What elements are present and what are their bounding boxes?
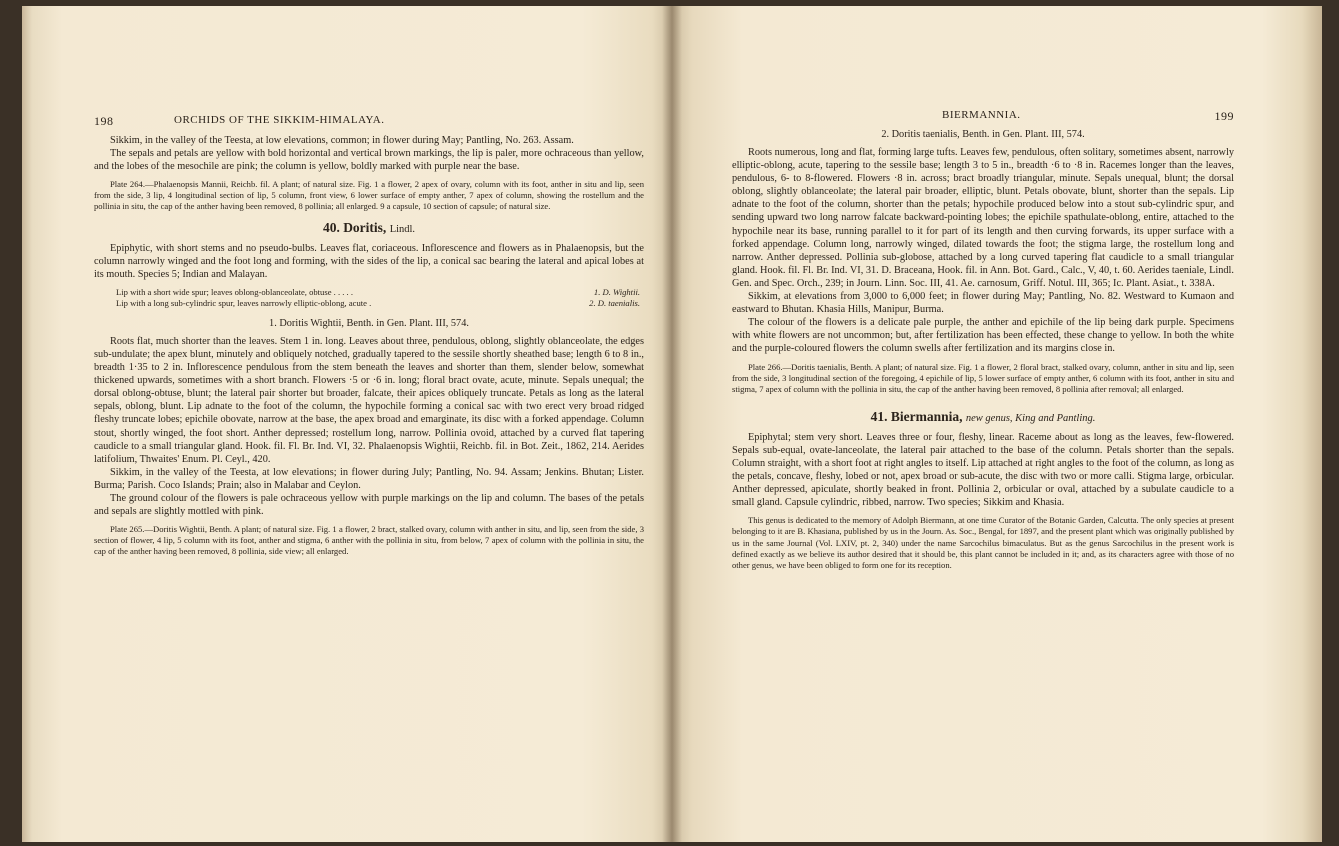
plate-265-caption: Plate 265.—Doritis Wightii, Benth. A plant; of natural size. Fig. 1 a flower, 2 bract, stalked ovary, column with anther in situ, and lip, seen from the side, 3 section of flower, 4 lip, 5 column with its foot, anther and stigma, 6 anther with the pollinia in situ, from below, 7 apex of column with the pollinia in situ, the cap of the anther having been removed, 8 pollinia, side view; all enlarged. <box>94 524 644 557</box>
page-number-right: 199 <box>1214 109 1234 123</box>
genus-author: new genus, King and Pantling. <box>965 412 1096 424</box>
genus-title: 40. Doritis, <box>322 219 387 235</box>
key-text: Lip with a long sub-cylindric spur, leaves narrowly elliptic-oblong, acute . <box>116 298 372 309</box>
species-description-2: Roots numerous, long and flat, forming large tufts. Leaves few, pendulous, often solitary, sometimes absent, narrowly elliptic-oblong, acute, tapering to the sessile base; length 3 to 5 in., breadth ·6 to ·8 in. Racemes longer than the leaves, pendulous, 6- to 8-flowered. Flowers ·8 in. across; bract broadly triangular, minute. Sepals unequal, blunt; the dorsal oblong, slightly oblanceolate; the lateral pair broader, elliptic, blunt. Petals obovate, blunt, shorter than the sepals. Lip adnate to the foot of the column, shorter than the petals; hypochile produced below into a stout sub-cylindric spur, and sending upward two long narrow falcate backward-pointing lobes; the epichile spathulate-oblong, entire, attached to the hypochile near its base, running parallel to it for part of its length and then curving forwards, its upper surface with a forked appendage. Column long, narrowly winged, dilated towards the foot; the stigma large, the rostellum long and narrow. Anther depressed. Pollinia sub-globose, attached by a long curved tapering flat caudicle to a small triangular gland. Hook. fil. Fl. Br. Ind. VI, 31. D. Braceana, Hook. fil. in Ann. Bot. Gard., Calc., V, 40, t. 60. Aerides taeniale, Lindl. Gen. and Spec. Orch., 239; in Journ. Linn. Soc. III, 41. Ae. carnosum, Griff. Notul. III, 365; Ic. Plant. Asiat., t. 338A. <box>732 147 1234 289</box>
plate-264-caption: Plate 264.—Phalaenopsis Mannii, Reichb. fil. A plant; of natural size. Fig. 1 a flower, 2 apex of ovary, column with its foot, anther in situ and lip, seen from the side, 3 lip, 4 longitudinal section of lip, 5 column, front view, 6 lower surface of empty anther, 7 apex of column, showing the rostellum and the pollinia in situ, the cap of the anther having been removed, 8 pollinia; all enlarged. 9 a capsule, 10 section of capsule; of natural size. <box>94 179 644 212</box>
page-number-left: 198 <box>94 114 114 128</box>
key-result: 2. D. taenialis. <box>589 298 640 309</box>
species-heading-1: 1. Doritis Wightii, Benth. in Gen. Plant. III, 574. <box>269 317 469 329</box>
genus-heading-doritis <box>94 220 644 236</box>
open-book <box>22 6 1322 842</box>
genus-description: Epiphytal; stem very short. Leaves three or four, fleshy, linear. Raceme about as long as the leaves, few-flowered. Sepals sub-equal, ovate-lanceolate, the lateral pair attached to the base of the column. Petals shorter than the sepals. Column straight, with a short foot at right angles to itself. Lip attached at right angles to the foot of the column, as long as the petals, concave, fleshy, lobed or not, apex broad or sub-acute, the disc with two or more calli. Stigma large, orbicular. Anther depressed, apiculate, shortly beaked in front. Pollinia 2, orbicular or oval, attached by a subulate caudicle to a small gland. Capsule cylindric, ribbed, narrow. Two species; Sikkim and Khasia. <box>732 431 1234 509</box>
genus-author: Lindl. <box>389 223 416 235</box>
key-text: Lip with a short wide spur; leaves oblong-oblanceolate, obtuse . . . . . <box>116 286 353 297</box>
right-page <box>672 6 1322 842</box>
key-result: 1. D. Wightii. <box>593 286 640 297</box>
species-locality-1: Sikkim, in the valley of the Teesta, at low elevations; in flower during July; Pantling, No. 94. Assam; Jenkins. Bhutan; Lister. Burma; Parish. Coco Islands; Prain; also in Malabar and Ceylon. <box>94 466 644 491</box>
right-running-head <box>732 109 1234 129</box>
left-running-head <box>94 114 644 134</box>
plate-266-caption: Plate 266.—Doritis taenialis, Benth. A plant; of natural size. Fig. 1 a flower, 2 floral bract, stalked ovary, column, anther in situ and lip, seen from the side, 3 longitudinal section of the foregoing, 4 epichile of lip, 5 lower surface of empty anther, 6 column with its foot, anther in situ and stigma, 7 apex of column with the pollinia in situ, the cap of the anther having been removed, 8 pollinia after removal; all enlarged. <box>732 361 1234 394</box>
species-key-2 <box>94 298 644 310</box>
book-gutter <box>662 6 682 842</box>
species-key-1 <box>94 287 644 299</box>
locality-paragraph: Sikkim, in the valley of the Teesta, at low elevations, common; in flower during May; Pantling, No. 263. Assam. <box>110 135 574 146</box>
genus-dedication-note: This genus is dedicated to the memory of Adolph Biermann, at one time Curator of the Botanic Garden, Calcutta. The only species at present belonging to it are B. Khasiana, published by us in the Journ. As. Soc., Bengal, for 1897, and the present plant which was originally published by us in the same Journal (Vol. LXIV, pt. 2, 340) under the name Sarcochilus bimaculatus. But as the genus Sarcochilus in the present work is defined exactly as we believe its author desired that it should be, this plant cannot be included in it; and, as its characters agree with those of no other genus, we have been obliged to form one for its reception. <box>732 515 1234 570</box>
genus-description: Epiphytic, with short stems and no pseudo-bulbs. Leaves flat, coriaceous. Inflorescence and flowers as in Phalaenopsis, but the column narrowly winged and the foot long and forming, with the sides of the lip, a conical sac bearing the lateral and apical lobes at its mouth. Species 5; Indian and Malayan. <box>94 242 644 280</box>
left-page <box>22 6 672 842</box>
species-colour-2: The colour of the flowers is a delicate pale purple, the anther and epichile of the lip being dark purple. Specimens with white flowers are not uncommon; but, after fertilization has been effected, these change to yellow. In both the white and the purple-coloured flowers the column swells after fertilization and its margins close in. <box>732 317 1234 355</box>
species-locality-2: Sikkim, at elevations from 3,000 to 6,000 feet; in flower during May; Pantling, No. 82. Westward to Kumaon and eastward to Bhutan. Khasia Hills, Manipur, Burma. <box>732 291 1234 316</box>
genus-heading-biermannia <box>732 409 1234 425</box>
colour-paragraph: The sepals and petals are yellow with bold horizontal and vertical brown markings, the lip is paler, more ochraceous than yellow, and the lobes of the mesochile are pink; the column is yellow, boldly marked with purple near the base. <box>94 148 644 173</box>
species-colour-1: The ground colour of the flowers is pale ochraceous yellow with purple markings on the lip and column. The bases of the petals and sepals are slightly mottled with pink. <box>94 492 644 518</box>
genus-title: 41. Biermannia, <box>870 408 963 424</box>
running-head-title-left: ORCHIDS OF THE SIKKIM-HIMALAYA. <box>174 114 385 126</box>
species-description-1: Roots flat, much shorter than the leaves. Stem 1 in. long. Leaves about three, pendulous, oblong, slightly oblanceolate, the edges sub-undulate; the apex blunt, minutely and obliquely notched, gradually tapered to the sessile shortly sheathed base; length 6 to 8 in., breadth 1·35 to 2 in. Inflorescence pendulous from the stem beneath the leaves and shorter than them, slender below, somewhat thickened upwards, sometimes with a short branch. Flowers ·5 or ·6 in. long; floral bract ovate, acute, minute. Sepals unequal; the dorsal oblong-obtuse, blunt; the lateral pair shorter but broader, falcate, their apices obliquely truncate. Petals as long as the lateral sepals, oblong, blunt. Lip adnate to the foot of the column, the hypochile forming a conical sac with two erect very broad ridged fleshy truncate lobes; epichile obovate, narrow at the base, the apex broad and emarginate, its disc with a forked appendage. Column stout, shortly winged, the foot short. Anther depressed; rostellum long, narrow. Pollinia ovoid, attached by a curved flat tapering caudicle to a small triangular gland. Hook. fil. Fl. Br. Ind. VI, 32. Phalaenopsis Wightii, Reichb. fil. in Bot. Zeit., 1862, 214. Aerides latifolium, Thwaites' Enum. Pl. Ceyl., 420. <box>94 335 644 465</box>
running-head-title-right: BIERMANNIA. <box>942 109 1021 121</box>
species-heading-2: 2. Doritis taenialis, Benth. in Gen. Plant. III, 574. <box>881 129 1085 140</box>
